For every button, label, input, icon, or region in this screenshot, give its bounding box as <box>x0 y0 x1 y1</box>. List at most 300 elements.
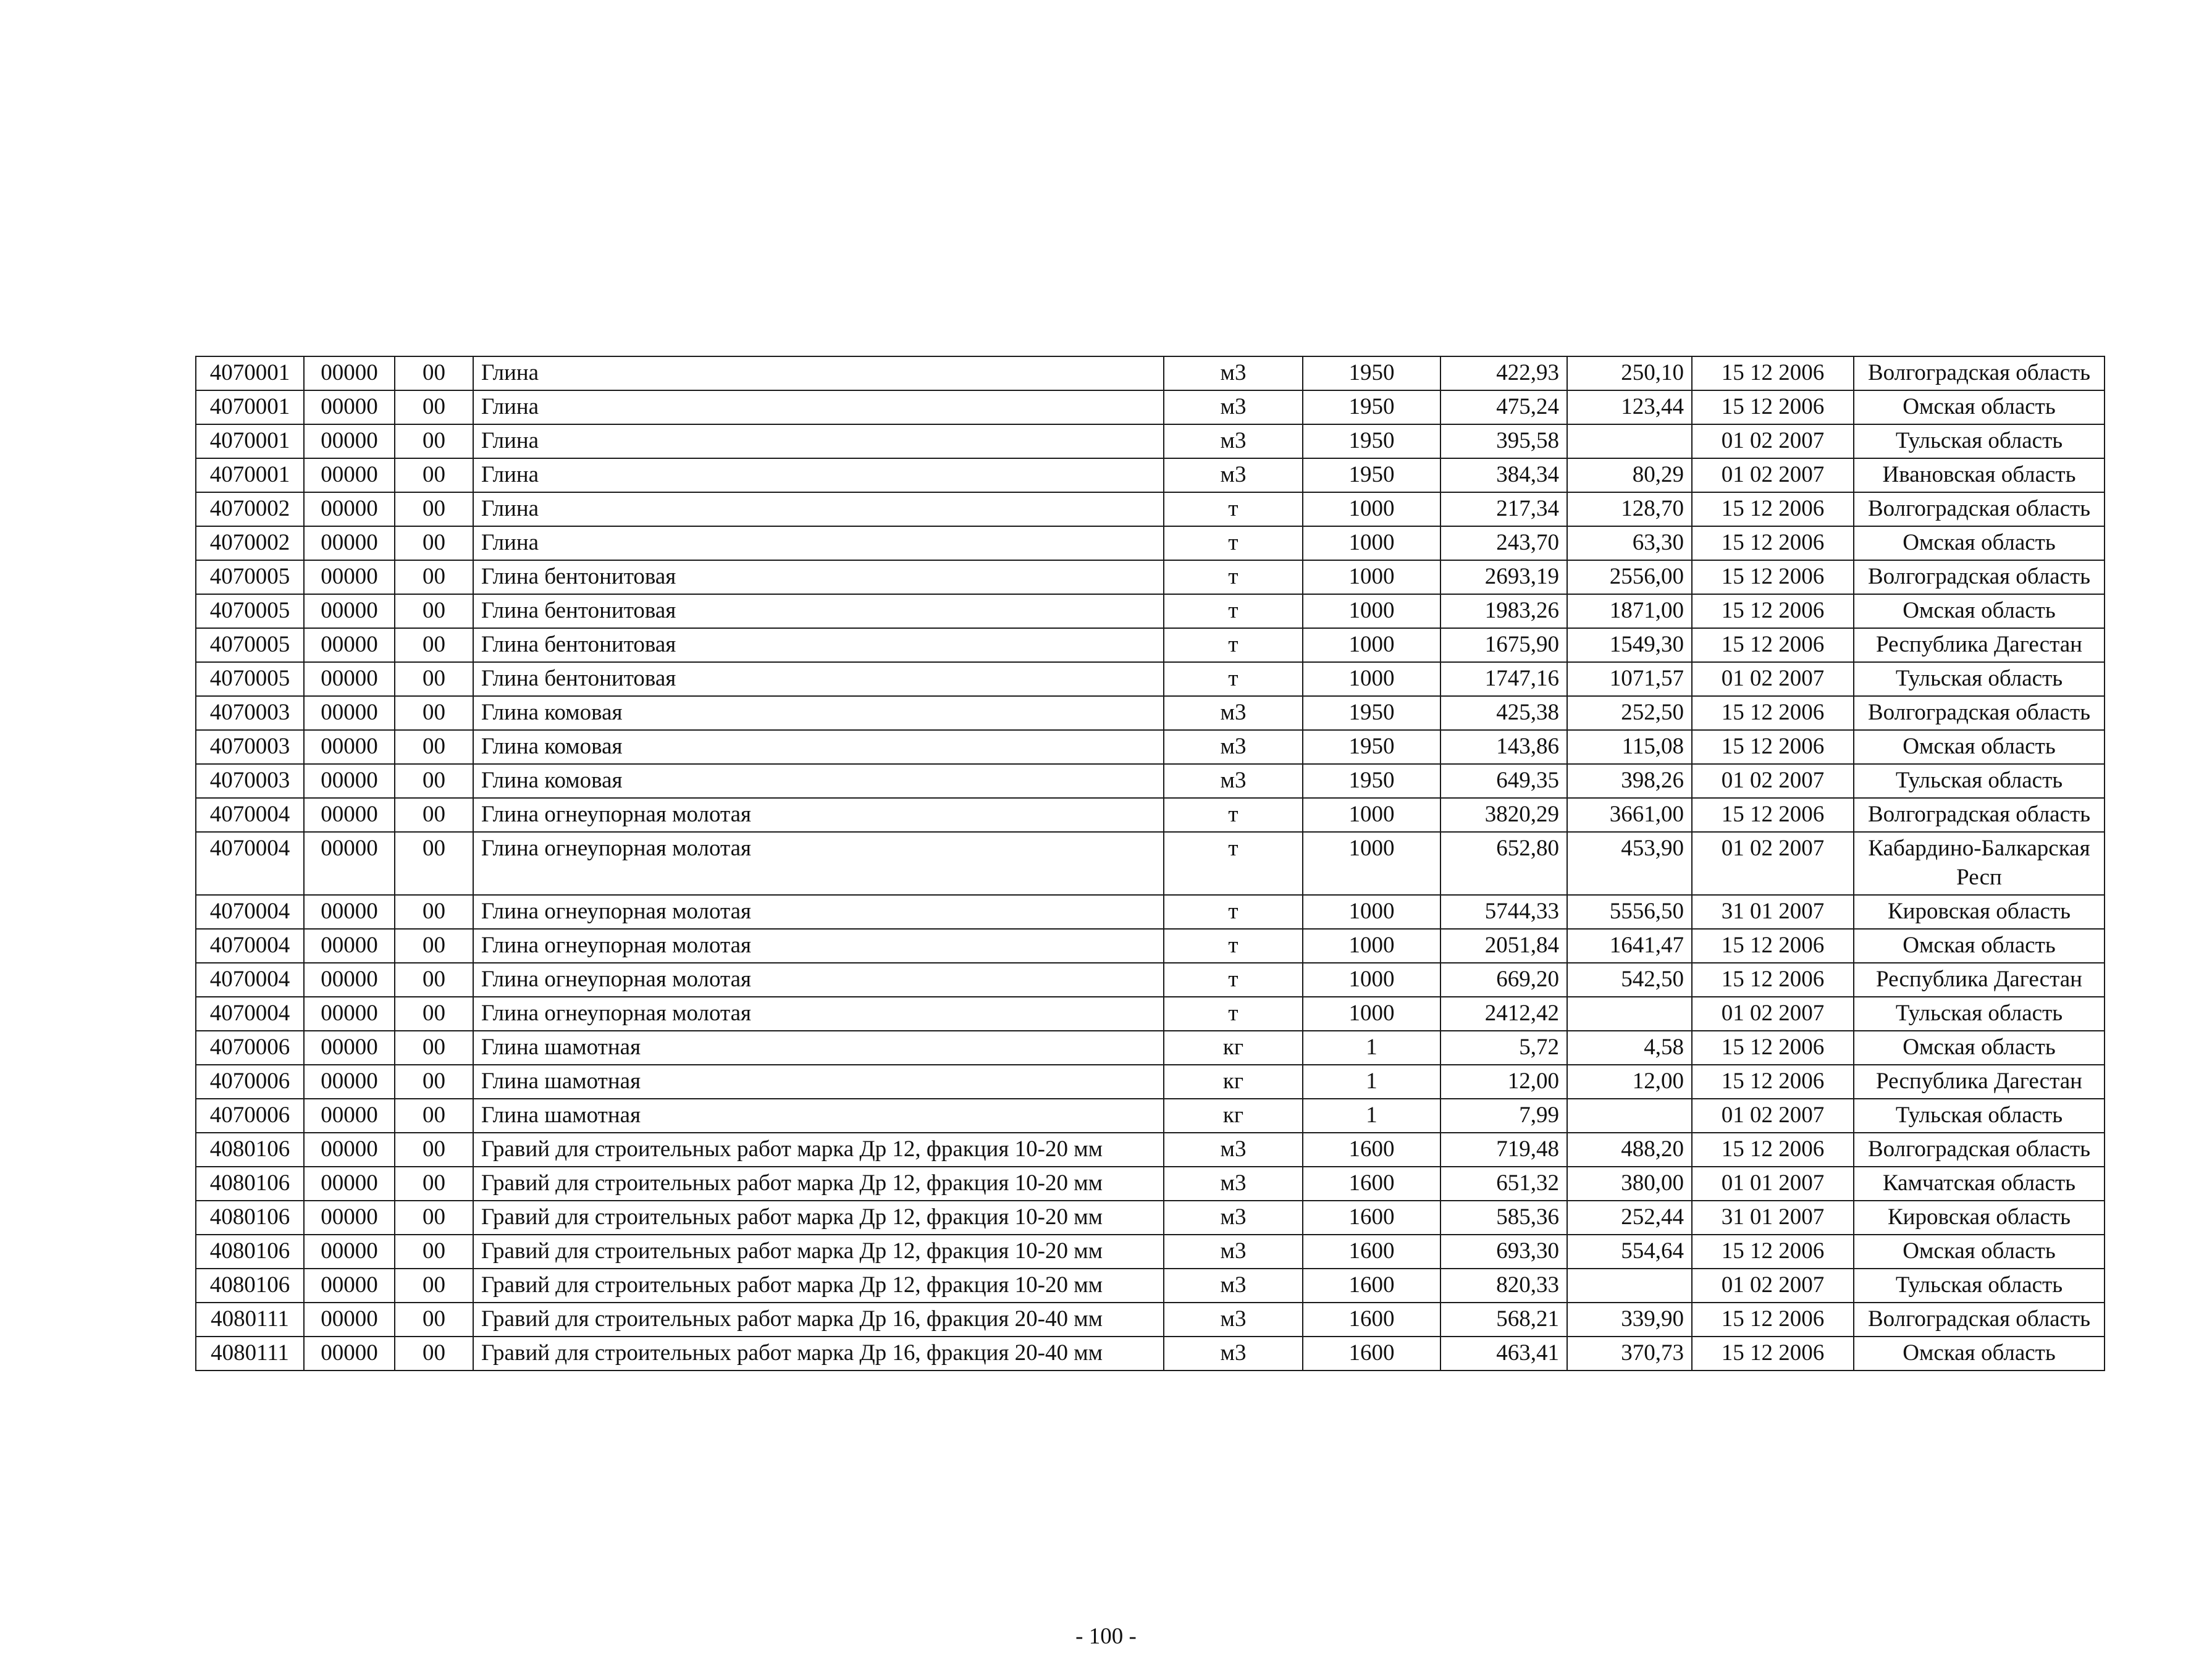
region-cell: Волгоградская область <box>1854 798 2105 832</box>
price-cell: 1675,90 <box>1440 628 1567 662</box>
conversion-coefficient-cell: 1600 <box>1303 1167 1440 1201</box>
table-row <box>196 764 2105 798</box>
date-cell: 15 12 2006 <box>1692 526 1854 560</box>
variant-code-cell: 00 <box>395 798 473 832</box>
region-cell: Кировская область <box>1854 895 2105 929</box>
supplier-price-cell <box>1567 1099 1692 1133</box>
supplier-price-cell: 488,20 <box>1567 1133 1692 1167</box>
material-name-cell: Глина бентонитовая <box>473 560 1164 594</box>
supplier-price-cell: 123,44 <box>1567 390 1692 424</box>
conversion-coefficient-cell: 1000 <box>1303 662 1440 696</box>
material-name-cell: Гравий для строительных работ марка Др 12, фракция 10-20 мм <box>473 1167 1164 1201</box>
material-name-cell: Глина <box>473 492 1164 526</box>
unit-cell: т <box>1164 662 1303 696</box>
supplier-price-cell: 3661,00 <box>1567 798 1692 832</box>
sub-code-cell: 00000 <box>304 798 395 832</box>
table-row <box>196 963 2105 997</box>
date-cell: 01 02 2007 <box>1692 832 1854 895</box>
material-name-cell: Гравий для строительных работ марка Др 16, фракция 20-40 мм <box>473 1303 1164 1337</box>
material-name-cell: Гравий для строительных работ марка Др 16, фракция 20-40 мм <box>473 1337 1164 1371</box>
unit-cell: т <box>1164 594 1303 628</box>
date-cell: 15 12 2006 <box>1692 1133 1854 1167</box>
region-cell: Волгоградская область <box>1854 1303 2105 1337</box>
variant-code-cell: 00 <box>395 1201 473 1235</box>
variant-code-cell: 00 <box>395 1337 473 1371</box>
supplier-price-cell <box>1567 424 1692 458</box>
price-cell: 5,72 <box>1440 1031 1567 1065</box>
table-row <box>196 1031 2105 1065</box>
sub-code-cell: 00000 <box>304 492 395 526</box>
region-cell: Республика Дагестан <box>1854 963 2105 997</box>
material-code-cell: 4070001 <box>196 390 304 424</box>
material-name-cell: Глина <box>473 390 1164 424</box>
material-name-cell: Глина бентонитовая <box>473 628 1164 662</box>
sub-code-cell: 00000 <box>304 730 395 764</box>
price-cell: 719,48 <box>1440 1133 1567 1167</box>
variant-code-cell: 00 <box>395 356 473 390</box>
price-cell: 1983,26 <box>1440 594 1567 628</box>
sub-code-cell: 00000 <box>304 1031 395 1065</box>
sub-code-cell: 00000 <box>304 929 395 963</box>
date-cell: 15 12 2006 <box>1692 963 1854 997</box>
table-row <box>196 1065 2105 1099</box>
date-cell: 15 12 2006 <box>1692 1303 1854 1337</box>
price-cell: 585,36 <box>1440 1201 1567 1235</box>
material-code-cell: 4080106 <box>196 1269 304 1303</box>
unit-cell: кг <box>1164 1099 1303 1133</box>
table-row <box>196 1337 2105 1371</box>
sub-code-cell: 00000 <box>304 662 395 696</box>
region-cell: Омская область <box>1854 730 2105 764</box>
conversion-coefficient-cell: 1600 <box>1303 1235 1440 1269</box>
variant-code-cell: 00 <box>395 492 473 526</box>
variant-code-cell: 00 <box>395 1167 473 1201</box>
supplier-price-cell: 250,10 <box>1567 356 1692 390</box>
price-cell: 2051,84 <box>1440 929 1567 963</box>
region-cell: Ивановская область <box>1854 458 2105 492</box>
price-cell: 425,38 <box>1440 696 1567 730</box>
conversion-coefficient-cell: 1000 <box>1303 832 1440 895</box>
region-cell: Омская область <box>1854 1031 2105 1065</box>
table-row <box>196 356 2105 390</box>
price-cell: 820,33 <box>1440 1269 1567 1303</box>
conversion-coefficient-cell: 1950 <box>1303 730 1440 764</box>
price-cell: 1747,16 <box>1440 662 1567 696</box>
material-code-cell: 4070001 <box>196 424 304 458</box>
unit-cell: т <box>1164 798 1303 832</box>
material-code-cell: 4070001 <box>196 356 304 390</box>
sub-code-cell: 00000 <box>304 526 395 560</box>
price-cell: 649,35 <box>1440 764 1567 798</box>
unit-cell: т <box>1164 963 1303 997</box>
region-cell: Республика Дагестан <box>1854 628 2105 662</box>
variant-code-cell: 00 <box>395 1099 473 1133</box>
conversion-coefficient-cell: 1950 <box>1303 764 1440 798</box>
supplier-price-cell: 339,90 <box>1567 1303 1692 1337</box>
material-code-cell: 4070003 <box>196 696 304 730</box>
material-name-cell: Глина комовая <box>473 764 1164 798</box>
material-code-cell: 4080106 <box>196 1133 304 1167</box>
conversion-coefficient-cell: 1950 <box>1303 696 1440 730</box>
unit-cell: т <box>1164 526 1303 560</box>
price-cell: 693,30 <box>1440 1235 1567 1269</box>
region-cell: Тульская область <box>1854 764 2105 798</box>
variant-code-cell: 00 <box>395 1303 473 1337</box>
date-cell: 01 02 2007 <box>1692 764 1854 798</box>
unit-cell: т <box>1164 492 1303 526</box>
supplier-price-cell <box>1567 1269 1692 1303</box>
unit-cell: м3 <box>1164 1201 1303 1235</box>
price-table <box>195 356 2105 1371</box>
unit-cell: м3 <box>1164 764 1303 798</box>
table-row <box>196 1099 2105 1133</box>
material-code-cell: 4070005 <box>196 560 304 594</box>
unit-cell: т <box>1164 832 1303 895</box>
conversion-coefficient-cell: 1950 <box>1303 458 1440 492</box>
conversion-coefficient-cell: 1600 <box>1303 1133 1440 1167</box>
table-row <box>196 929 2105 963</box>
sub-code-cell: 00000 <box>304 356 395 390</box>
sub-code-cell: 00000 <box>304 1303 395 1337</box>
table-row <box>196 798 2105 832</box>
region-cell: Волгоградская область <box>1854 1133 2105 1167</box>
table-row <box>196 832 2105 895</box>
date-cell: 15 12 2006 <box>1692 1031 1854 1065</box>
unit-cell: м3 <box>1164 356 1303 390</box>
date-cell: 01 02 2007 <box>1692 1269 1854 1303</box>
variant-code-cell: 00 <box>395 1133 473 1167</box>
date-cell: 01 01 2007 <box>1692 1167 1854 1201</box>
unit-cell: т <box>1164 628 1303 662</box>
price-cell: 243,70 <box>1440 526 1567 560</box>
table-row <box>196 1133 2105 1167</box>
sub-code-cell: 00000 <box>304 594 395 628</box>
variant-code-cell: 00 <box>395 526 473 560</box>
supplier-price-cell: 1871,00 <box>1567 594 1692 628</box>
conversion-coefficient-cell: 1600 <box>1303 1337 1440 1371</box>
material-code-cell: 4070006 <box>196 1031 304 1065</box>
sub-code-cell: 00000 <box>304 696 395 730</box>
date-cell: 15 12 2006 <box>1692 492 1854 526</box>
sub-code-cell: 00000 <box>304 1065 395 1099</box>
sub-code-cell: 00000 <box>304 1167 395 1201</box>
conversion-coefficient-cell: 1000 <box>1303 929 1440 963</box>
supplier-price-cell: 1641,47 <box>1567 929 1692 963</box>
conversion-coefficient-cell: 1000 <box>1303 963 1440 997</box>
price-cell: 2693,19 <box>1440 560 1567 594</box>
material-name-cell: Глина <box>473 424 1164 458</box>
region-cell: Волгоградская область <box>1854 696 2105 730</box>
material-code-cell: 4070003 <box>196 730 304 764</box>
price-cell: 463,41 <box>1440 1337 1567 1371</box>
conversion-coefficient-cell: 1 <box>1303 1099 1440 1133</box>
sub-code-cell: 00000 <box>304 764 395 798</box>
conversion-coefficient-cell: 1000 <box>1303 798 1440 832</box>
supplier-price-cell: 115,08 <box>1567 730 1692 764</box>
table-row <box>196 730 2105 764</box>
price-cell: 651,32 <box>1440 1167 1567 1201</box>
date-cell: 15 12 2006 <box>1692 594 1854 628</box>
region-cell: Омская область <box>1854 1235 2105 1269</box>
variant-code-cell: 00 <box>395 424 473 458</box>
unit-cell: т <box>1164 560 1303 594</box>
supplier-price-cell: 554,64 <box>1567 1235 1692 1269</box>
date-cell: 01 02 2007 <box>1692 424 1854 458</box>
variant-code-cell: 00 <box>395 458 473 492</box>
date-cell: 31 01 2007 <box>1692 1201 1854 1235</box>
supplier-price-cell: 398,26 <box>1567 764 1692 798</box>
table-row <box>196 560 2105 594</box>
table-row <box>196 628 2105 662</box>
material-code-cell: 4080111 <box>196 1303 304 1337</box>
material-code-cell: 4080106 <box>196 1201 304 1235</box>
price-cell: 5744,33 <box>1440 895 1567 929</box>
variant-code-cell: 00 <box>395 1031 473 1065</box>
supplier-price-cell: 5556,50 <box>1567 895 1692 929</box>
region-cell: Тульская область <box>1854 1269 2105 1303</box>
region-cell: Камчатская область <box>1854 1167 2105 1201</box>
conversion-coefficient-cell: 1600 <box>1303 1269 1440 1303</box>
material-name-cell: Гравий для строительных работ марка Др 12, фракция 10-20 мм <box>473 1235 1164 1269</box>
price-cell: 3820,29 <box>1440 798 1567 832</box>
region-cell: Тульская область <box>1854 662 2105 696</box>
material-code-cell: 4070005 <box>196 594 304 628</box>
variant-code-cell: 00 <box>395 895 473 929</box>
unit-cell: м3 <box>1164 1133 1303 1167</box>
material-code-cell: 4070001 <box>196 458 304 492</box>
date-cell: 01 02 2007 <box>1692 1099 1854 1133</box>
region-cell: Омская область <box>1854 929 2105 963</box>
variant-code-cell: 00 <box>395 764 473 798</box>
variant-code-cell: 00 <box>395 594 473 628</box>
unit-cell: м3 <box>1164 390 1303 424</box>
table-row <box>196 594 2105 628</box>
price-cell: 217,34 <box>1440 492 1567 526</box>
material-name-cell: Глина <box>473 458 1164 492</box>
variant-code-cell: 00 <box>395 560 473 594</box>
unit-cell: м3 <box>1164 458 1303 492</box>
conversion-coefficient-cell: 1950 <box>1303 356 1440 390</box>
unit-cell: м3 <box>1164 730 1303 764</box>
table-row <box>196 895 2105 929</box>
supplier-price-cell: 370,73 <box>1567 1337 1692 1371</box>
region-cell: Волгоградская область <box>1854 560 2105 594</box>
supplier-price-cell: 453,90 <box>1567 832 1692 895</box>
supplier-price-cell: 80,29 <box>1567 458 1692 492</box>
material-code-cell: 4070006 <box>196 1065 304 1099</box>
material-name-cell: Глина огнеупорная молотая <box>473 997 1164 1031</box>
supplier-price-cell: 380,00 <box>1567 1167 1692 1201</box>
material-name-cell: Гравий для строительных работ марка Др 12, фракция 10-20 мм <box>473 1201 1164 1235</box>
date-cell: 15 12 2006 <box>1692 356 1854 390</box>
supplier-price-cell: 128,70 <box>1567 492 1692 526</box>
material-code-cell: 4070005 <box>196 662 304 696</box>
unit-cell: т <box>1164 895 1303 929</box>
material-code-cell: 4070006 <box>196 1099 304 1133</box>
unit-cell: м3 <box>1164 1337 1303 1371</box>
material-code-cell: 4070004 <box>196 963 304 997</box>
material-code-cell: 4080111 <box>196 1337 304 1371</box>
conversion-coefficient-cell: 1000 <box>1303 594 1440 628</box>
material-code-cell: 4070004 <box>196 997 304 1031</box>
date-cell: 15 12 2006 <box>1692 1337 1854 1371</box>
sub-code-cell: 00000 <box>304 997 395 1031</box>
table-row <box>196 1167 2105 1201</box>
unit-cell: м3 <box>1164 1269 1303 1303</box>
sub-code-cell: 00000 <box>304 1269 395 1303</box>
table-row <box>196 526 2105 560</box>
sub-code-cell: 00000 <box>304 1337 395 1371</box>
sub-code-cell: 00000 <box>304 390 395 424</box>
variant-code-cell: 00 <box>395 628 473 662</box>
supplier-price-cell: 12,00 <box>1567 1065 1692 1099</box>
conversion-coefficient-cell: 1000 <box>1303 492 1440 526</box>
price-cell: 652,80 <box>1440 832 1567 895</box>
variant-code-cell: 00 <box>395 832 473 895</box>
table-row <box>196 390 2105 424</box>
unit-cell: т <box>1164 929 1303 963</box>
region-cell: Кабардино-Балкарская Респ <box>1854 832 2105 895</box>
price-cell: 422,93 <box>1440 356 1567 390</box>
price-cell: 384,34 <box>1440 458 1567 492</box>
supplier-price-cell: 4,58 <box>1567 1031 1692 1065</box>
table-row <box>196 1269 2105 1303</box>
price-cell: 669,20 <box>1440 963 1567 997</box>
sub-code-cell: 00000 <box>304 424 395 458</box>
table-row <box>196 458 2105 492</box>
table-row <box>196 1201 2105 1235</box>
conversion-coefficient-cell: 1 <box>1303 1065 1440 1099</box>
material-name-cell: Глина комовая <box>473 696 1164 730</box>
material-name-cell: Глина <box>473 526 1164 560</box>
region-cell: Тульская область <box>1854 997 2105 1031</box>
page-number: - 100 - <box>1075 1624 1137 1649</box>
material-name-cell: Гравий для строительных работ марка Др 12, фракция 10-20 мм <box>473 1269 1164 1303</box>
price-cell: 475,24 <box>1440 390 1567 424</box>
material-name-cell: Глина огнеупорная молотая <box>473 895 1164 929</box>
date-cell: 01 02 2007 <box>1692 662 1854 696</box>
material-name-cell: Глина огнеупорная молотая <box>473 929 1164 963</box>
price-cell: 12,00 <box>1440 1065 1567 1099</box>
unit-cell: м3 <box>1164 1167 1303 1201</box>
unit-cell: м3 <box>1164 1303 1303 1337</box>
material-code-cell: 4080106 <box>196 1167 304 1201</box>
region-cell: Омская область <box>1854 390 2105 424</box>
material-code-cell: 4070005 <box>196 628 304 662</box>
date-cell: 15 12 2006 <box>1692 929 1854 963</box>
unit-cell: м3 <box>1164 424 1303 458</box>
material-code-cell: 4070004 <box>196 895 304 929</box>
variant-code-cell: 00 <box>395 696 473 730</box>
material-code-cell: 4070004 <box>196 832 304 895</box>
material-code-cell: 4070002 <box>196 492 304 526</box>
region-cell: Волгоградская область <box>1854 492 2105 526</box>
material-name-cell: Глина огнеупорная молотая <box>473 798 1164 832</box>
material-code-cell: 4070004 <box>196 798 304 832</box>
date-cell: 15 12 2006 <box>1692 1235 1854 1269</box>
sub-code-cell: 00000 <box>304 1099 395 1133</box>
date-cell: 15 12 2006 <box>1692 696 1854 730</box>
unit-cell: м3 <box>1164 696 1303 730</box>
material-code-cell: 4070002 <box>196 526 304 560</box>
variant-code-cell: 00 <box>395 390 473 424</box>
material-name-cell: Глина бентонитовая <box>473 662 1164 696</box>
variant-code-cell: 00 <box>395 997 473 1031</box>
material-name-cell: Глина шамотная <box>473 1099 1164 1133</box>
supplier-price-cell: 1549,30 <box>1567 628 1692 662</box>
material-name-cell: Глина огнеупорная молотая <box>473 832 1164 895</box>
sub-code-cell: 00000 <box>304 458 395 492</box>
sub-code-cell: 00000 <box>304 1133 395 1167</box>
sub-code-cell: 00000 <box>304 963 395 997</box>
table-row <box>196 696 2105 730</box>
variant-code-cell: 00 <box>395 1235 473 1269</box>
material-name-cell: Гравий для строительных работ марка Др 12, фракция 10-20 мм <box>473 1133 1164 1167</box>
variant-code-cell: 00 <box>395 1065 473 1099</box>
unit-cell: кг <box>1164 1065 1303 1099</box>
date-cell: 01 02 2007 <box>1692 458 1854 492</box>
sub-code-cell: 00000 <box>304 560 395 594</box>
price-cell: 7,99 <box>1440 1099 1567 1133</box>
region-cell: Тульская область <box>1854 1099 2105 1133</box>
sub-code-cell: 00000 <box>304 628 395 662</box>
supplier-price-cell <box>1567 997 1692 1031</box>
supplier-price-cell: 1071,57 <box>1567 662 1692 696</box>
table-row <box>196 492 2105 526</box>
sub-code-cell: 00000 <box>304 1201 395 1235</box>
region-cell: Республика Дагестан <box>1854 1065 2105 1099</box>
material-name-cell: Глина шамотная <box>473 1031 1164 1065</box>
date-cell: 15 12 2006 <box>1692 628 1854 662</box>
date-cell: 15 12 2006 <box>1692 1065 1854 1099</box>
region-cell: Омская область <box>1854 594 2105 628</box>
material-name-cell: Глина огнеупорная молотая <box>473 963 1164 997</box>
material-name-cell: Глина бентонитовая <box>473 594 1164 628</box>
supplier-price-cell: 542,50 <box>1567 963 1692 997</box>
material-name-cell: Глина комовая <box>473 730 1164 764</box>
material-code-cell: 4070003 <box>196 764 304 798</box>
variant-code-cell: 00 <box>395 963 473 997</box>
sub-code-cell: 00000 <box>304 1235 395 1269</box>
unit-cell: т <box>1164 997 1303 1031</box>
region-cell: Волгоградская область <box>1854 356 2105 390</box>
conversion-coefficient-cell: 1000 <box>1303 628 1440 662</box>
table-row <box>196 1235 2105 1269</box>
table-row <box>196 662 2105 696</box>
date-cell: 31 01 2007 <box>1692 895 1854 929</box>
conversion-coefficient-cell: 1 <box>1303 1031 1440 1065</box>
conversion-coefficient-cell: 1000 <box>1303 895 1440 929</box>
price-cell: 395,58 <box>1440 424 1567 458</box>
region-cell: Омская область <box>1854 1337 2105 1371</box>
table-row <box>196 424 2105 458</box>
unit-cell: кг <box>1164 1031 1303 1065</box>
region-cell: Тульская область <box>1854 424 2105 458</box>
material-name-cell: Глина <box>473 356 1164 390</box>
date-cell: 15 12 2006 <box>1692 798 1854 832</box>
conversion-coefficient-cell: 1000 <box>1303 997 1440 1031</box>
table-row <box>196 997 2105 1031</box>
supplier-price-cell: 2556,00 <box>1567 560 1692 594</box>
conversion-coefficient-cell: 1950 <box>1303 424 1440 458</box>
sub-code-cell: 00000 <box>304 832 395 895</box>
material-code-cell: 4080106 <box>196 1235 304 1269</box>
price-cell: 2412,42 <box>1440 997 1567 1031</box>
date-cell: 15 12 2006 <box>1692 730 1854 764</box>
variant-code-cell: 00 <box>395 929 473 963</box>
material-code-cell: 4070004 <box>196 929 304 963</box>
conversion-coefficient-cell: 1000 <box>1303 526 1440 560</box>
